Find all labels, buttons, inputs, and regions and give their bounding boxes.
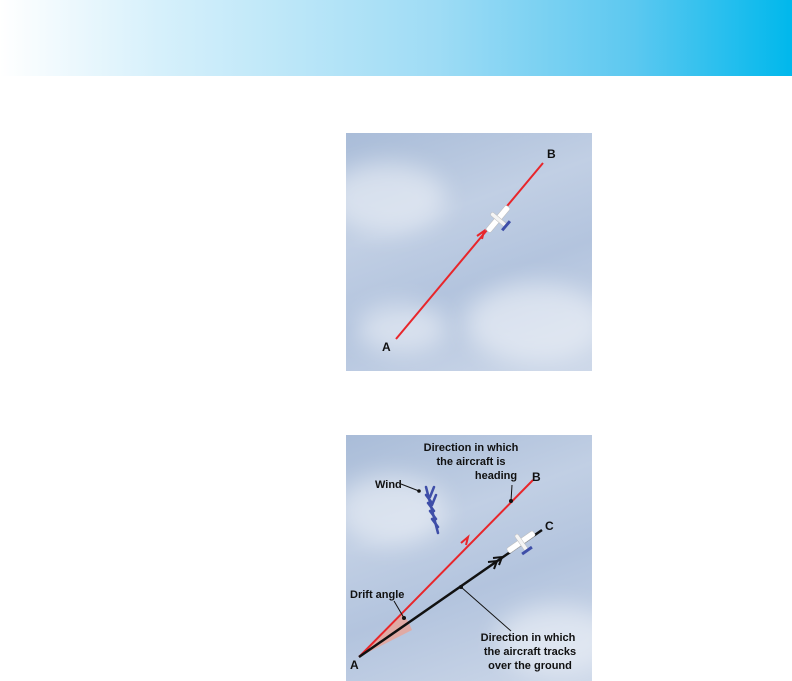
svg-text:Direction in which: Direction in which [423, 442, 519, 454]
no-wind-diagram [346, 133, 592, 371]
svg-text:the aircraft tracks: the aircraft tracks [483, 646, 577, 658]
point-a-label: A [382, 340, 391, 354]
track-label [481, 632, 577, 672]
track-leader-line [461, 587, 511, 631]
header-banner [0, 0, 792, 76]
drift-diagram [346, 435, 592, 681]
aircraft-icon [503, 525, 541, 561]
wind-label: Wind [375, 479, 402, 491]
heading-line [396, 163, 543, 339]
point-b-label: B [547, 147, 556, 161]
svg-text:heading: heading [474, 470, 518, 482]
svg-text:the aircraft is: the aircraft is [436, 456, 506, 468]
point-c-label: C [545, 519, 554, 533]
wind-arrow-icon [426, 487, 438, 533]
heading-line [359, 480, 533, 657]
no-wind-diagram-panel [346, 133, 592, 371]
drift-angle-label: Drift angle [350, 589, 405, 601]
wind-leader-line [401, 484, 419, 491]
heading-arrowhead [461, 537, 468, 545]
point-a-label: A [350, 658, 359, 672]
point-b-label: B [532, 470, 541, 484]
drift-diagram-panel [346, 435, 592, 681]
aircraft-icon [481, 201, 518, 239]
svg-text:over the ground: over the ground [488, 660, 572, 672]
heading-label [424, 442, 519, 482]
svg-text:Direction in which: Direction in which [480, 632, 576, 644]
heading-leader-line [511, 485, 512, 501]
